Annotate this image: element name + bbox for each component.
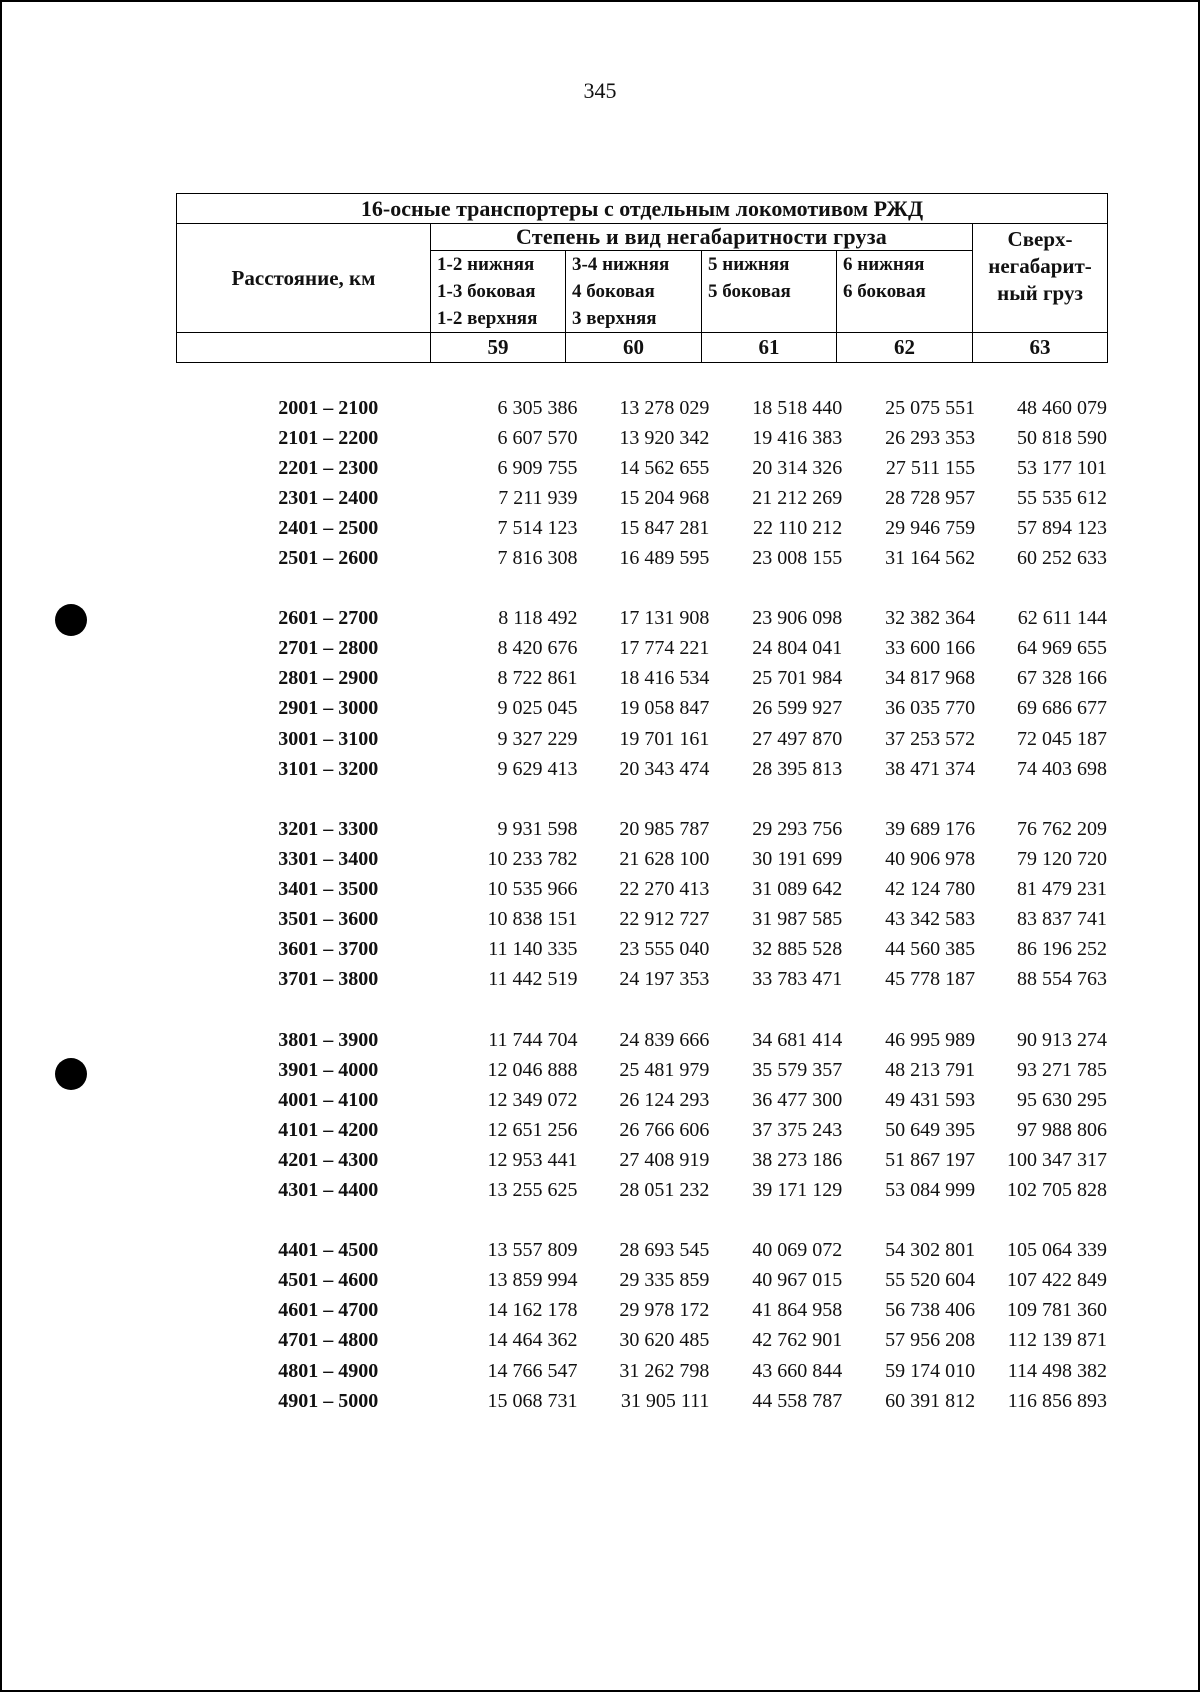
tariff-value: 19 416 383 [752, 426, 843, 449]
table-row [176, 844, 1107, 874]
tariff-value: 38 471 374 [885, 757, 976, 780]
tariff-value: 32 885 528 [752, 938, 843, 961]
distance-range: 4801 – 4900 [278, 1359, 379, 1382]
tariff-value: 7 816 308 [497, 547, 578, 570]
column-header-59 [431, 251, 566, 333]
tariff-value: 9 931 598 [497, 817, 578, 840]
tariff-value: 13 278 029 [619, 396, 710, 419]
tariff-value: 14 162 178 [487, 1299, 578, 1322]
tariff-value: 19 058 847 [619, 697, 710, 720]
distance-range: 3101 – 3200 [278, 757, 379, 780]
tariff-value: 37 253 572 [885, 727, 976, 750]
tariff-value: 33 783 471 [752, 968, 843, 991]
table-row [176, 1236, 1107, 1266]
tariff-value: 28 728 957 [885, 486, 976, 509]
distance-range: 2201 – 2300 [278, 456, 379, 479]
tariff-value: 15 068 731 [487, 1389, 578, 1412]
table-row [176, 1296, 1107, 1326]
table-row [176, 1356, 1107, 1386]
tariff-value: 28 395 813 [752, 757, 843, 780]
distance-range: 4901 – 5000 [278, 1389, 379, 1412]
tariff-value: 14 766 547 [487, 1359, 578, 1382]
column-header-line: 3-4 нижняя [572, 254, 670, 275]
tariff-value: 7 514 123 [497, 516, 578, 539]
tariff-value: 74 403 698 [1017, 757, 1108, 780]
distance-range: 4701 – 4800 [278, 1329, 379, 1352]
tariff-value: 10 838 151 [487, 908, 578, 931]
tariff-value: 34 817 968 [885, 667, 976, 690]
column-header-line: 5 нижняя [708, 254, 790, 275]
column-header-63 [973, 224, 1108, 333]
tariff-value: 15 204 968 [619, 486, 710, 509]
tariff-value: 25 701 984 [752, 667, 843, 690]
column-number: 63 [973, 333, 1108, 363]
page-number: 345 [583, 78, 617, 103]
column-header-60 [566, 251, 702, 333]
tariff-value: 14 562 655 [619, 456, 710, 479]
tariff-value: 28 051 232 [619, 1178, 710, 1201]
tariff-value: 41 864 958 [752, 1299, 843, 1322]
tariff-value: 35 579 357 [752, 1058, 843, 1081]
tariff-value: 79 120 720 [1017, 847, 1108, 870]
tariff-value: 26 124 293 [619, 1088, 710, 1111]
distance-range: 4001 – 4100 [278, 1088, 379, 1111]
tariff-value: 43 660 844 [752, 1359, 843, 1382]
tariff-value: 31 164 562 [885, 547, 976, 570]
tariff-value: 42 124 780 [885, 878, 976, 901]
tariff-value: 6 607 570 [497, 426, 578, 449]
distance-range: 3701 – 3800 [278, 968, 379, 991]
tariff-value: 112 139 871 [1007, 1329, 1108, 1352]
distance-range: 4201 – 4300 [278, 1148, 379, 1171]
tariff-value: 25 075 551 [885, 396, 976, 419]
tariff-value: 22 110 212 [753, 516, 843, 539]
table-row [176, 543, 1107, 573]
tariff-value: 29 293 756 [752, 817, 843, 840]
table-row [176, 664, 1107, 694]
tariff-value: 53 084 999 [885, 1178, 976, 1201]
tariff-value: 36 477 300 [752, 1088, 843, 1111]
column-header-line: 5 боковая [708, 281, 791, 302]
tariff-value: 81 479 231 [1017, 878, 1108, 901]
distance-range: 3501 – 3600 [278, 908, 379, 931]
tariff-value: 40 069 072 [752, 1239, 843, 1262]
distance-range: 4501 – 4600 [278, 1269, 379, 1292]
tariff-value: 23 555 040 [619, 938, 710, 961]
tariff-value: 17 131 908 [619, 607, 710, 630]
tariff-value: 24 197 353 [619, 968, 710, 991]
tariff-value: 28 693 545 [619, 1239, 710, 1262]
table-row [176, 1326, 1107, 1356]
tariff-value: 83 837 741 [1017, 908, 1108, 931]
tariff-value: 6 305 386 [497, 396, 578, 419]
table-row [176, 634, 1107, 664]
table-row [176, 453, 1107, 483]
tariff-value: 30 191 699 [752, 847, 843, 870]
distance-header: Расстояние, км [177, 224, 431, 333]
table-row [176, 604, 1107, 634]
tariff-value: 19 701 161 [619, 727, 710, 750]
column-header-line: 1-3 боковая [437, 281, 536, 302]
table-row [176, 1085, 1107, 1115]
tariff-value: 9 025 045 [497, 697, 578, 720]
tariff-value: 26 599 927 [752, 697, 843, 720]
table-row [176, 1115, 1107, 1145]
table-row [176, 1145, 1107, 1175]
tariff-value: 23 008 155 [752, 547, 843, 570]
tariff-value: 11 442 519 [488, 968, 578, 991]
tariff-value: 46 995 989 [885, 1028, 976, 1051]
tariff-value: 40 906 978 [885, 847, 976, 870]
tariff-value: 27 497 870 [752, 727, 843, 750]
tariff-value: 18 416 534 [619, 667, 710, 690]
tariff-value: 24 839 666 [619, 1028, 710, 1051]
tariff-value: 21 212 269 [752, 486, 843, 509]
distance-range: 2801 – 2900 [278, 667, 379, 690]
tariff-value: 53 177 101 [1017, 456, 1108, 479]
tariff-value: 39 689 176 [885, 817, 976, 840]
tariff-value: 36 035 770 [885, 697, 976, 720]
tariff-value: 57 894 123 [1017, 516, 1108, 539]
tariff-value: 93 271 785 [1017, 1058, 1108, 1081]
distance-range: 2701 – 2800 [278, 637, 379, 660]
column-header-line: 6 боковая [843, 281, 926, 302]
tariff-value: 88 554 763 [1017, 968, 1108, 991]
tariff-value: 72 045 187 [1017, 727, 1108, 750]
table-row [176, 724, 1107, 754]
distance-range: 2501 – 2600 [278, 547, 379, 570]
tariff-value: 24 804 041 [752, 637, 843, 660]
tariff-value: 18 518 440 [752, 396, 843, 419]
tariff-value: 49 431 593 [885, 1088, 976, 1111]
tariff-value: 42 762 901 [752, 1329, 843, 1352]
tariff-value: 48 213 791 [885, 1058, 976, 1081]
distance-range: 4601 – 4700 [278, 1299, 379, 1322]
tariff-value: 116 856 893 [1007, 1389, 1108, 1412]
distance-range: 3801 – 3900 [278, 1028, 379, 1051]
table-row [176, 513, 1107, 543]
table-row [176, 1025, 1107, 1055]
tariff-value: 34 681 414 [752, 1028, 843, 1051]
tariff-value: 86 196 252 [1017, 938, 1108, 961]
tariff-value: 13 859 994 [487, 1269, 578, 1292]
column-header-line: 1-2 нижняя [437, 254, 535, 275]
distance-range: 3001 – 3100 [278, 727, 379, 750]
distance-range: 4101 – 4200 [278, 1118, 379, 1141]
tariff-value: 25 481 979 [619, 1058, 710, 1081]
distance-range: 3301 – 3400 [278, 847, 379, 870]
tariff-value: 60 391 812 [885, 1389, 976, 1412]
tariff-value: 51 867 197 [885, 1148, 976, 1171]
tariff-value: 64 969 655 [1017, 637, 1108, 660]
tariff-value: 44 560 385 [885, 938, 976, 961]
table-body [176, 393, 1107, 1416]
table-row [176, 423, 1107, 453]
tariff-value: 7 211 939 [498, 486, 578, 509]
distance-header-spacer [177, 333, 431, 363]
table-row [176, 1386, 1107, 1416]
tariff-value: 8 420 676 [497, 637, 578, 660]
tariff-value: 32 382 364 [885, 607, 976, 630]
tariff-value: 62 611 144 [1017, 607, 1108, 630]
tariff-value: 90 913 274 [1017, 1028, 1108, 1051]
table-row [176, 1175, 1107, 1205]
oversize-group-header: Степень и вид негабаритности груза [431, 224, 973, 251]
distance-range: 4301 – 4400 [278, 1178, 379, 1201]
column-number: 60 [566, 333, 702, 363]
tariff-value: 114 498 382 [1007, 1359, 1108, 1382]
tariff-value: 95 630 295 [1017, 1088, 1108, 1111]
table-row [176, 483, 1107, 513]
tariff-value: 11 140 335 [488, 938, 578, 961]
tariff-value: 31 262 798 [619, 1359, 710, 1382]
tariff-value: 13 255 625 [487, 1178, 578, 1201]
distance-range: 2101 – 2200 [278, 426, 379, 449]
distance-range: 3601 – 3700 [278, 938, 379, 961]
punch-hole-mark [55, 604, 87, 636]
tariff-value: 29 978 172 [619, 1299, 710, 1322]
tariff-value: 43 342 583 [885, 908, 976, 931]
tariff-value: 33 600 166 [885, 637, 976, 660]
table-row [176, 965, 1107, 995]
tariff-value: 31 905 111 [620, 1389, 710, 1412]
table-row [176, 694, 1107, 724]
tariff-value: 56 738 406 [885, 1299, 976, 1322]
column-number: 59 [431, 333, 566, 363]
tariff-value: 29 946 759 [885, 516, 976, 539]
tariff-value: 20 343 474 [619, 757, 710, 780]
column-header-61 [702, 251, 837, 333]
distance-range: 2401 – 2500 [278, 516, 379, 539]
tariff-value: 6 909 755 [497, 456, 578, 479]
table-row [176, 1266, 1107, 1296]
tariff-value: 11 744 704 [488, 1028, 578, 1051]
distance-range: 2301 – 2400 [278, 486, 379, 509]
table-row [176, 814, 1107, 844]
tariff-value: 10 233 782 [487, 847, 578, 870]
tariff-value: 76 762 209 [1017, 817, 1108, 840]
tariff-value: 55 520 604 [885, 1269, 976, 1292]
column-header-line: 6 нижняя [843, 254, 925, 275]
distance-range: 3901 – 4000 [278, 1058, 379, 1081]
table-title: 16-осные транспортеры с отдельным локомотивом РЖД [177, 194, 1108, 224]
tariff-value: 27 408 919 [619, 1148, 710, 1171]
tariff-value: 54 302 801 [885, 1239, 976, 1262]
tariff-value: 59 174 010 [885, 1359, 976, 1382]
tariff-value: 13 920 342 [619, 426, 710, 449]
tariff-value: 31 089 642 [752, 878, 843, 901]
tariff-value: 20 985 787 [619, 817, 710, 840]
table-row [176, 875, 1107, 905]
tariff-value: 45 778 187 [885, 968, 976, 991]
column-header-line: ный груз [997, 281, 1083, 305]
tariff-value: 9 327 229 [497, 727, 578, 750]
column-header-line: негабарит- [988, 254, 1092, 278]
tariff-value: 9 629 413 [497, 757, 578, 780]
tariff-value: 13 557 809 [487, 1239, 578, 1262]
tariff-value: 12 046 888 [487, 1058, 578, 1081]
tariff-value: 26 293 353 [885, 426, 976, 449]
tariff-value: 50 818 590 [1017, 426, 1108, 449]
tariff-value: 38 273 186 [752, 1148, 843, 1171]
tariff-value: 12 953 441 [487, 1148, 578, 1171]
tariff-value: 50 649 395 [885, 1118, 976, 1141]
tariff-value: 55 535 612 [1017, 486, 1108, 509]
column-number: 62 [837, 333, 973, 363]
tariff-value: 27 511 155 [885, 456, 976, 479]
tariff-value: 8 118 492 [498, 607, 578, 630]
tariff-value: 20 314 326 [752, 456, 843, 479]
tariff-value: 10 535 966 [487, 878, 578, 901]
table-header [176, 193, 1108, 363]
tariff-value: 48 460 079 [1017, 396, 1108, 419]
tariff-value: 107 422 849 [1007, 1269, 1108, 1292]
tariff-value: 39 171 129 [752, 1178, 843, 1201]
tariff-value: 57 956 208 [885, 1329, 976, 1352]
tariff-value: 16 489 595 [619, 547, 710, 570]
column-number: 61 [702, 333, 837, 363]
tariff-value: 29 335 859 [619, 1269, 710, 1292]
distance-range: 2901 – 3000 [278, 697, 379, 720]
tariff-value: 105 064 339 [1007, 1239, 1108, 1262]
tariff-value: 22 912 727 [619, 908, 710, 931]
distance-range: 3401 – 3500 [278, 878, 379, 901]
tariff-value: 12 651 256 [487, 1118, 578, 1141]
tariff-value: 21 628 100 [619, 847, 710, 870]
tariff-value: 37 375 243 [752, 1118, 843, 1141]
tariff-value: 31 987 585 [752, 908, 843, 931]
tariff-value: 40 967 015 [752, 1269, 843, 1292]
distance-range: 4401 – 4500 [278, 1239, 379, 1262]
tariff-value: 44 558 787 [752, 1389, 843, 1412]
table-row [176, 905, 1107, 935]
tariff-value: 60 252 633 [1017, 547, 1108, 570]
distance-range: 2601 – 2700 [278, 607, 379, 630]
column-header-line: 3 верхняя [572, 308, 657, 329]
table-row [176, 754, 1107, 784]
tariff-value: 26 766 606 [619, 1118, 710, 1141]
tariff-value: 14 464 362 [487, 1329, 578, 1352]
distance-range: 2001 – 2100 [278, 396, 379, 419]
column-header-62 [837, 251, 973, 333]
distance-range: 3201 – 3300 [278, 817, 379, 840]
table-row [176, 393, 1107, 423]
tariff-value: 67 328 166 [1017, 667, 1108, 690]
tariff-value: 15 847 281 [619, 516, 710, 539]
tariff-value: 109 781 360 [1007, 1299, 1108, 1322]
punch-hole-mark [55, 1058, 87, 1090]
tariff-value: 97 988 806 [1017, 1118, 1108, 1141]
tariff-value: 69 686 677 [1017, 697, 1108, 720]
tariff-value: 22 270 413 [619, 878, 710, 901]
tariff-value: 17 774 221 [619, 637, 710, 660]
table-row [176, 935, 1107, 965]
tariff-value: 8 722 861 [497, 667, 578, 690]
tariff-value: 102 705 828 [1007, 1178, 1108, 1201]
table-row [176, 1055, 1107, 1085]
column-header-line: 1-2 верхняя [437, 308, 538, 329]
column-header-line: 4 боковая [572, 281, 655, 302]
column-header-line: Сверх- [1007, 227, 1073, 251]
tariff-value: 12 349 072 [487, 1088, 578, 1111]
tariff-value: 30 620 485 [619, 1329, 710, 1352]
tariff-value: 100 347 317 [1007, 1148, 1108, 1171]
tariff-value: 23 906 098 [752, 607, 843, 630]
